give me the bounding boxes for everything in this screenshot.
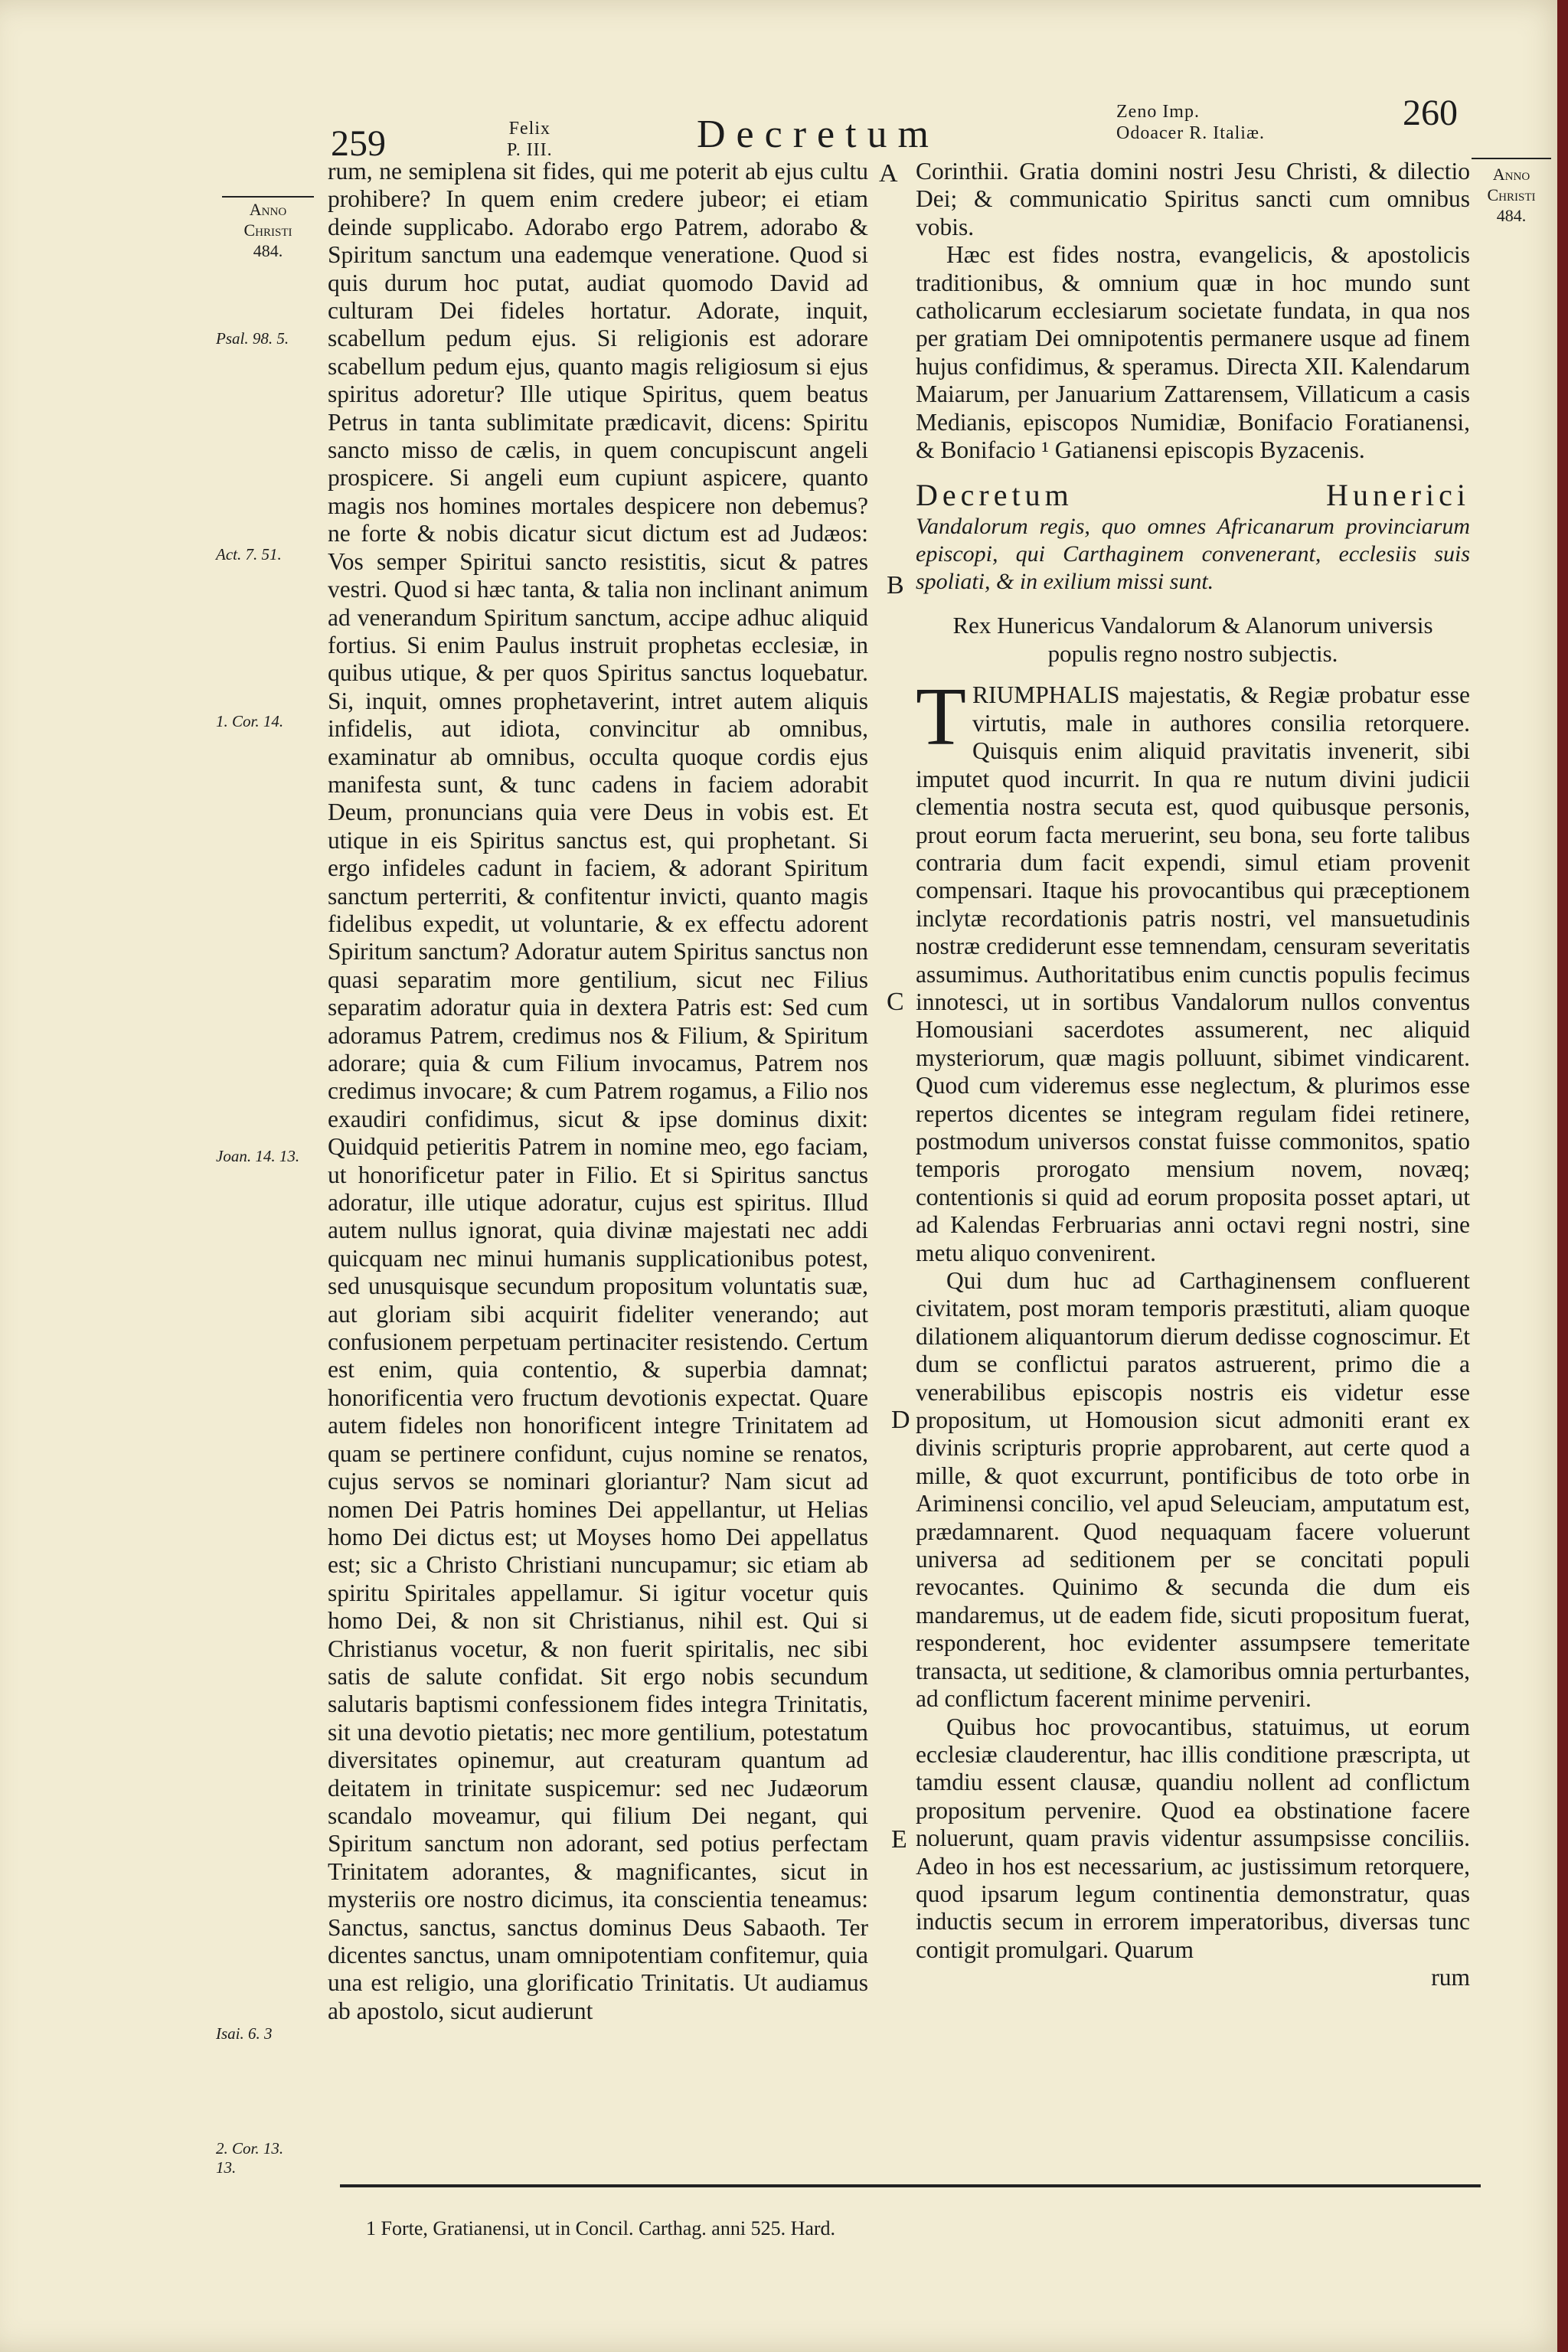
left-column [328, 158, 868, 2025]
margin-ref: Joan. 14. 13. [216, 1147, 300, 1165]
catchword: rum [1431, 1964, 1470, 1991]
decree-address: Rex Hunericus Vandalorum & Alanorum universis populis regno nostro subjectis. [952, 612, 1433, 668]
right-page-number: 260 [1403, 93, 1458, 133]
right-runner-line-2: Odoacer R. Italiæ. [1116, 123, 1265, 143]
footnote-divider [340, 2184, 1481, 2187]
section-letter: D [891, 1406, 910, 1434]
section-letter: B [887, 571, 904, 599]
left-margin-year-line-1: Anno [249, 200, 287, 219]
right-margin-year-line-2: Christi [1487, 185, 1536, 204]
right-margin-year [1470, 164, 1553, 226]
left-runner-line-2: P. III. [507, 140, 553, 160]
margin-ref: Isai. 6. 3 [216, 2024, 273, 2043]
right-margin-year-line-3: 484. [1496, 206, 1527, 225]
right-margin-year-line-1: Anno [1492, 165, 1530, 184]
margin-rule-left [222, 196, 314, 198]
margin-ref: 1. Cor. 14. [216, 712, 284, 730]
section-letter: A [879, 159, 898, 188]
margin-ref: Psal. 98. 5. [216, 329, 289, 348]
left-running-head [507, 118, 553, 161]
right-column [916, 158, 1470, 1992]
right-running-head [1116, 101, 1265, 144]
footnote: 1 Forte, Gratianensi, ut in Concil. Carthag. anni 525. Hard. [366, 2217, 836, 2239]
right-runner-line-1: Zeno Imp. [1116, 102, 1200, 122]
section-letter: C [887, 988, 904, 1016]
right-paragraph-3: Qui dum huc ad Carthaginensem confluerent civitatem, post moram temporis præstituti, aliam quoque dilationem aliquantorum dierum dedisse cognoscimur. Et dum se conflictui paratos astruerent, primo die a venerabilibus episcopis nostris eis videtur esse propositum, ut Homousion sicut admoniti erant ex divinis scripturis proprie approbarent, aut certe quod a mille, & quot excurrunt, pontificibus de toto orbe in Ariminensi concilio, vel apud Seleuciam, amputatum est, prædamnarent. Quod nequaquam facere voluerunt universa ad seditionem per se concitati populi revocantes. Quinimo & secunda die dum eis mandaremus, ut de eadem fide, sicuti propositum fuerat, responderent, hoc evidenter assumpsere temeritate transacta, ut seditione, & clamoribus omnia perturbantes, ad conflictum facerent minime perveniri. [916, 1267, 1470, 1713]
drop-cap: T [916, 671, 966, 763]
right-paragraph-1: Hæc est fides nostra, evangelicis, & apostolicis traditionibus, & omnium quæ in hoc mundo sunt catholicarum ecclesiarum societate fundata, in qua nos per gratiam Dei omnipotentis permanere usque ad finem hujus confidimus, & speramus. Directa XII. Kalendarum Maiarum, per Januarium Zattarensem, Villaticum a casis Medianis, episcopos Numidiæ, Bonifacio Foratianensi, & Bonifacio ¹ Gatianensi episcopis Byzacenis. [916, 241, 1470, 464]
left-margin-year-line-3: 484. [253, 241, 283, 260]
page-edge [1557, 0, 1568, 2352]
right-top-text: Corinthii. Gratia domini nostri Jesu Christi, & dilectio Dei; & communicatio Spiritus sancti cum omnibus vobis. [916, 158, 1470, 240]
left-page-number: 259 [331, 123, 386, 164]
margin-ref: Act. 7. 51. [216, 545, 282, 564]
left-margin-year-line-2: Christi [243, 220, 292, 240]
left-runner-line-1: Felix [508, 119, 550, 139]
section-heading: Decretum Hunerici [916, 478, 1470, 513]
section-letter: E [891, 1825, 907, 1854]
right-paragraph-2 [916, 671, 1470, 1267]
left-margin-year [222, 199, 314, 261]
left-column-text: rum, ne semiplena sit fides, qui me poterit ab ejus cultu prohibere? In quem enim credere jubeor; ei etiam deinde supplicabo. Adorabo ergo Patrem, adorabo & Spiritum sanctum una eademque veneratione. Quod si quis durum hoc putat, audiat quomodo David ad culturam Dei fideles hortatur. Adorate, inquit, scabellum pedum ejus. Si religionis est adorare scabellum pedum ejus, quanto magis religiosum si ejus spiritus adoretur? Ille utique Spiritus, quem beatus Petrus in tanta sublimitate prædicavit, dicens: Spiritu sancto misso de cælis, in quem concupiscunt angeli prospicere. Si angeli eum cupiunt aspicere, quanto magis nos homines mortales despicere non debemus? ne forte & nobis dicatur sicut dictum est ad Judæos: Vos semper Spiritui sancto resistitis, sicut & patres vestri. Quod si hæc tanta, & talia non inclinant animum ad venerandum Spiritum sanctum, accipe adhuc aliquid fortius. Si enim Paulus instruit prophetas ecclesiæ, in quibus utique, & per quos Spiritus sanctus loquebatur. Si, inquit, omnes prophetaverint, intret autem aliquis infidelis, aut idiota, convincitur ab omnibus, examinatur ab omnibus, occulta quoque cordis ejus manifesta sunt, & tunc cadens in faciem adorabit Deum, pronuncians quia vere Deus in vobis est. Et utique in eis Spiritus sanctus est, qui prophetant. Si ergo infideles cadunt in faciem, & adorant Spiritum sanctum perterriti, & confitentur invicti, quanto magis fidelibus expedit, ut voluntarie, & ex effectu adorent Spiritum sanctum? Adoratur autem Spiritus sanctus non quasi separatim more gentilium, sicut nec Filius separatim adoratur quia in dextera Patris est: Sed cum adoramus Patrem, credimus nos & Filium, & Spiritum adorare; quia & cum Filium invocamus, Patrem nos credimus invocare; & cum Patrem rogamus, a Filio nos exaudiri confidimus, sicut & ipse dominus dixit: Quidquid petieritis Patrem in nomine meo, ego faciam, ut honorificetur pater in Filio. Et si Spiritus sanctus adoratur, ille utique adoratur, cujus est spiritus. Illud autem nullus ignorat, quia divinæ majestati nec addi quicquam nec minui humanis supplicationibus potest, sed unusquisque secundum propositum voluntatis suæ, aut gloriam sibi acquirit fideliter venerando; aut confusionem perpetuam pertinaciter resistendo. Certum est enim, quia contentio, & superbia damnat; honorificentia vero fructum devotionis expectat. Quare autem fideles non honorificent integre Trinitatem ad quam se pertinere confidunt, cujus nomine se renatos, cujus servos se nominari gloriantur? Nam sicut ad nomen Dei Patris homines Dei appellantur, ut Helias homo Dei dictus est; ut Moyses homo Dei appellatus est; sic a Christo Christiani nuncupamur; sic etiam ab spiritu Spiritales appellamur. Si igitur vocetur quis homo Dei, & non sit Christianus, nihil est. Qui si Christianus vocetur, & non fuerit spiritalis, nec sibi satis de salute confidat. Sit ergo nobis secundum salutaris baptismi confessionem fides integra Trinitatis, sit una devotio pietatis; nec more gentilium, potestatum diversitates opinemur, aut creaturam quantum ad deitatem in trinitate suspicemur: sed nec Judæorum scandalo moveamur, qui filium Dei negant, qui Spiritum sanctum non adorant, sed potius perfectam Trinitatem adorantes, & magnificantes, sicut in mysteriis ore nostro dicimus, ita conscientia teneamus: Sanctus, sanctus, sanctus dominus Deus Sabaoth. Ter dicentes sanctus, unam omnipotentiam confitemur, quia una est religio, una glorificatio Trinitatis. Ut audiamus ab apostolo, sicut audierunt [328, 158, 868, 2024]
page-title: Decretum [697, 113, 940, 156]
right-paragraph-2-text: RIUMPHALIS majestatis, & Regiæ probatur esse virtutis, male in authores consilia retorquere. Quisquis enim aliquid pravitatis invenerit, sibi imputet quod incurrit. In qua re nutum divini judicii clementia nostra secuta est, quod quibusque personis, prout eorum facta meruerint, seu bona, seu forte talibus contraria dum facit expendi, simul etiam provenit compensari. Itaque his provocantibus qui præceptionem inclytæ recordationis patris nostri, vel mansuetudinis nostræ crediderunt esse temnendam, censuram severitatis assumimus. Authoritatibus enim cunctis populis fecimus innotesci, ut in sortibus Vandalorum nullos conventus Homousiani sacerdotes assumerent, nec aliquid mysteriorum, quæ magis polluunt, sibimet vindicarent. Quod cum videremus esse neglectum, & plurimos esse repertos dicentes se integram regulam fidei retinere, postmodum universos constat fuisse commonitos, spatio temporis prorogato mensium novem, novæq; contentionis si quid ad eorum proposita posset aptari, ut ad Kalendas Ferbruarias anni octavi regni nostri, sine metu aliquo convenirent. [916, 681, 1470, 1266]
section-subheading: Vandalorum regis, quo omnes Africanarum provinciarum episcopi, qui Carthaginem convenerant, ecclesiis suis spoliati, & in exilium missi sunt. [916, 514, 1470, 595]
margin-ref: 2. Cor. 13. 13. [216, 2139, 284, 2177]
margin-rule-right [1472, 158, 1551, 159]
right-paragraph-4: Quibus hoc provocantibus, statuimus, ut eorum ecclesiæ clauderentur, hac illis conditione præscripta, ut tamdiu essent clausæ, quandiu nollent ad conflictum propositum pervenire. Quod ea obstinatione facere noluerunt, quam pravis videntur assumpsisse conciliis. Adeo in hos est necessarium, ac justissimum retorquere, quod ipsarum legum continentia demonstratur, quas inductis secum in errorem imperatoribus, diversas tunc contigit promulgari. Quarum [916, 1713, 1470, 1963]
